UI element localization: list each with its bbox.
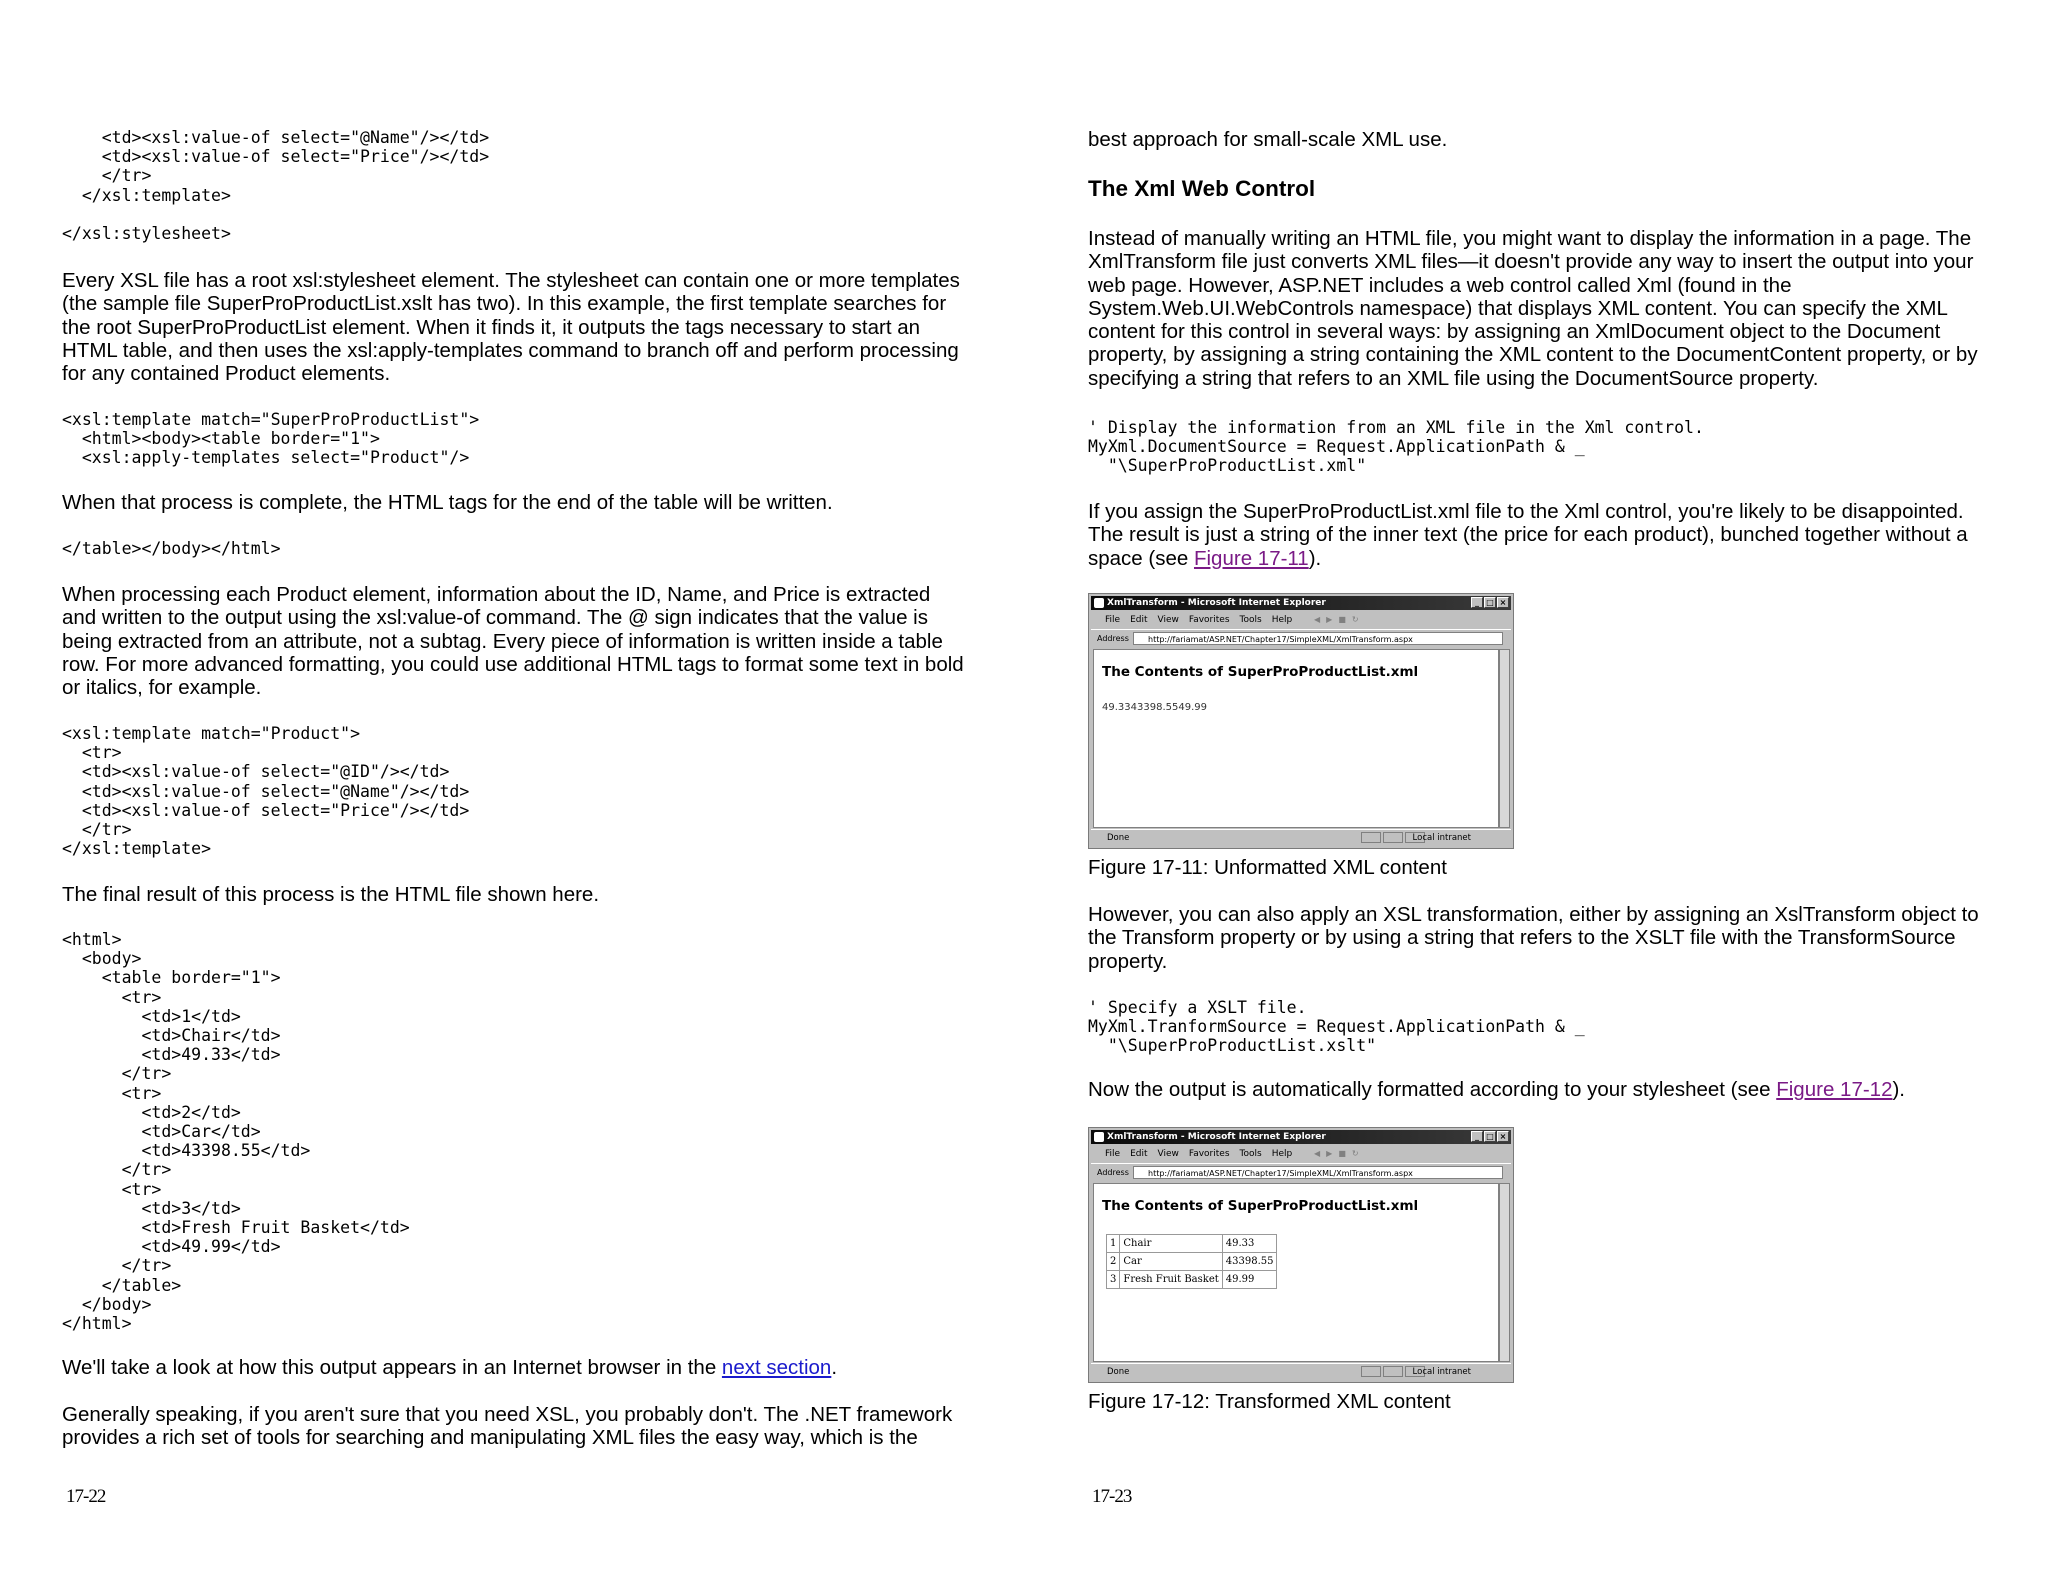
menu-item-help: Help: [1271, 1149, 1293, 1159]
menu-item-favorites: Favorites: [1188, 1149, 1230, 1159]
refresh-icon: ↻: [1351, 1149, 1359, 1158]
menu-bar: [1091, 612, 1511, 628]
paragraph: The final result of this process is the HTML file shown here.: [62, 883, 600, 906]
paragraph: However, you can also apply an XSL transformation, either by assigning an XslTransform object to the Transform property or by using a string that refers to the XSLT file with the TransformSource property.: [1088, 903, 1979, 973]
paragraph: When processing each Product element, information about the ID, Name, and Price is extracted and written to the output using the xsl:value-of command. The @ sign indicates that the value is being extracted from an attribute, not a subtag. Every piece of information is written inside a table row. For more advanced formatting, you could use additional HTML tags to format some text in bold or italics, for example.: [62, 583, 964, 700]
back-icon: ◀: [1314, 1149, 1321, 1158]
ie-icon: [1094, 1132, 1104, 1142]
forward-icon: ▶: [1326, 1149, 1333, 1158]
menu-item-favorites: Favorites: [1188, 615, 1230, 625]
window-title-bar: XmlTransform - Microsoft Internet Explorer _ □ ×: [1091, 596, 1511, 610]
paragraph: Every XSL file has a root xsl:stylesheet element. The stylesheet can contain one or more templates (the sample file SuperProProductList.xslt has two). In this example, the first template searches for the root SuperProProductList element. When it finds it, it outputs the tags necessary to start an HTML table, and then uses the xsl:apply-templates command to branch off and perform processing for any contained Product elements.: [62, 269, 960, 386]
minimize-icon: _: [1471, 597, 1483, 608]
figure-caption: Figure 17-11: Unformatted XML content: [1088, 856, 1447, 879]
close-icon: ×: [1497, 1131, 1509, 1142]
menu-item-file: File: [1105, 615, 1121, 625]
figure-caption: Figure 17-12: Transformed XML content: [1088, 1390, 1451, 1413]
code-table-end: </table></body></html>: [62, 539, 281, 558]
close-icon: ×: [1497, 597, 1509, 608]
table-row: 2 Car 43398.55: [1107, 1253, 1277, 1271]
menu-item-tools: Tools: [1239, 1149, 1262, 1159]
status-bar: Done Local intranet: [1091, 829, 1511, 846]
back-icon: ◀: [1314, 615, 1321, 624]
section-heading: The Xml Web Control: [1088, 176, 1316, 201]
address-input: http://fariamat/ASP.NET/Chapter17/SimpleXML/XmlTransform.aspx: [1133, 1166, 1503, 1179]
menu-item-file: File: [1105, 1149, 1121, 1159]
paragraph: When that process is complete, the HTML tags for the end of the table will be written.: [62, 491, 833, 514]
nav-buttons: [1314, 1147, 1359, 1161]
maximize-icon: □: [1484, 1131, 1496, 1142]
menu-item-help: Help: [1271, 615, 1293, 625]
browser-page: [1093, 1183, 1499, 1362]
nav-buttons: [1314, 613, 1359, 627]
menu-bar: [1091, 1146, 1511, 1162]
menu-item-view: View: [1157, 1149, 1179, 1159]
figure-17-12-screenshot: [1088, 1127, 1514, 1383]
table-row: 1 Chair 49.33: [1107, 1235, 1277, 1253]
page-output-text: 49.3343398.5549.99: [1102, 702, 1207, 713]
address-bar: Address http://fariamat/ASP.NET/Chapter17/SimpleXML/XmlTransform.aspx: [1091, 1163, 1511, 1182]
table-row: 3 Fresh Fruit Basket 49.99: [1107, 1271, 1277, 1289]
menu-item-edit: Edit: [1130, 615, 1148, 625]
window-title-bar: XmlTransform - Microsoft Internet Explorer _ □ ×: [1091, 1130, 1511, 1144]
figure-17-11-link[interactable]: Figure 17-11: [1193, 546, 1309, 570]
stop-icon: ■: [1338, 1149, 1346, 1158]
menu-item-tools: Tools: [1239, 615, 1262, 625]
code-block-root-template: <xsl:template match="SuperProProductList"> <html><body><table border="1"> <xsl:apply-templates select="Product"/>: [62, 410, 480, 468]
refresh-icon: ↻: [1351, 615, 1359, 624]
ie-icon: [1094, 598, 1104, 608]
code-block-html-output: <html> <body> <table border="1"> <tr> <td>1</td> <td>Chair</td> <td>49.33</td> </tr> <tr> <td>2</td> <td>Car</td> <td>43398.55</td> </tr> <tr> <td>3</td> <td>Fresh Fruit Basket</td> <td>49.99</td> </tr> </table> </body> </html>: [62, 930, 410, 1334]
code-stylesheet-end: </xsl:stylesheet>: [62, 224, 231, 243]
code-block-template-end: <td><xsl:value-of select="@Name"/></td> <td><xsl:value-of select="Price"/></td> </tr> </xsl:template>: [81, 128, 490, 205]
code-block-product-template: <xsl:template match="Product"> <tr> <td><xsl:value-of select="@ID"/></td> <td><xsl:value-of select="@Name"/></td> <td><xsl:value-of select="Price"/></td> </tr> </xsl:template>: [62, 724, 470, 859]
figure-17-12-link[interactable]: Figure 17-12: [1776, 1078, 1893, 1101]
paragraph: If you assign the SuperProProductList.xml file to the Xml control, you're likely to be disappointed. The result is just a string of the inner text (the price for each product), bunched together without a space (see Figure 17-11).: [1088, 500, 1968, 570]
page-number: 17-23: [1092, 1486, 1132, 1507]
paragraph: Instead of manually writing an HTML file, you might want to display the information in a page. The XmlTransform file just converts XML files—it doesn't provide any way to insert the output into your web page. However, ASP.NET includes a web control called Xml (found in the System.Web.UI.WebControls namespace) that displays XML content. You can specify the XML content for this control in several ways: by assigning an XmlDocument object to the Document property, by assigning a string containing the XML content to the DocumentContent property, or by specifying a string that refers to an XML file using the DocumentSource property.: [1088, 227, 1978, 390]
address-bar: Address http://fariamat/ASP.NET/Chapter17/SimpleXML/XmlTransform.aspx: [1091, 629, 1511, 648]
code-block-transform-source: ' Specify a XSLT file. MyXml.TranformSource = Request.ApplicationPath & _ "\SuperProProductList.xslt": [1088, 998, 1585, 1056]
page-title: The Contents of SuperProProductList.xml: [1102, 664, 1419, 680]
code-block-document-source: ' Display the information from an XML file in the Xml control. MyXml.DocumentSource = Request.ApplicationPath & _ "\SuperProProductList.xml": [1088, 418, 1704, 476]
vertical-scrollbar: [1499, 649, 1510, 828]
stop-icon: ■: [1338, 615, 1346, 624]
product-table: [1106, 1234, 1277, 1289]
status-bar: Done Local intranet: [1091, 1363, 1511, 1380]
forward-icon: ▶: [1326, 615, 1333, 624]
paragraph: best approach for small-scale XML use.: [1088, 128, 1448, 151]
vertical-scrollbar: [1499, 1183, 1510, 1362]
page-title: The Contents of SuperProProductList.xml: [1102, 1198, 1419, 1214]
paragraph: We'll take a look at how this output appears in an Internet browser in the next section.: [62, 1356, 838, 1379]
address-input: http://fariamat/ASP.NET/Chapter17/SimpleXML/XmlTransform.aspx: [1133, 632, 1503, 645]
menu-item-edit: Edit: [1130, 1149, 1148, 1159]
page-number: 17-22: [66, 1486, 106, 1507]
next-section-link[interactable]: next section: [721, 1356, 832, 1379]
browser-page: [1093, 649, 1499, 828]
maximize-icon: □: [1484, 597, 1496, 608]
menu-item-view: View: [1157, 615, 1179, 625]
minimize-icon: _: [1471, 1131, 1483, 1142]
paragraph: Now the output is automatically formatted according to your stylesheet (see Figure 17-12).: [1088, 1078, 1905, 1101]
figure-17-11-screenshot: [1088, 593, 1514, 849]
paragraph: Generally speaking, if you aren't sure that you need XSL, you probably don't. The .NET framework provides a rich set of tools for searching and manipulating XML files the easy way, which is the: [62, 1403, 953, 1450]
